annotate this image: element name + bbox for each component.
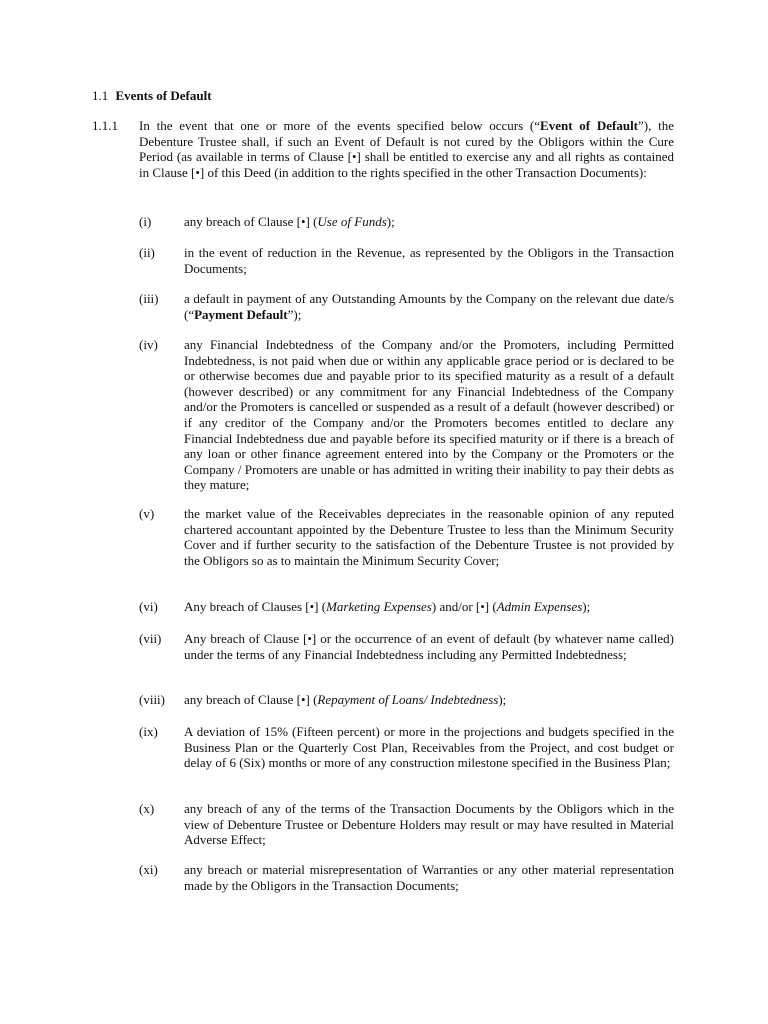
clause-text-before: In the event that one or more of the events specified below occurs (“ xyxy=(139,118,541,133)
item-text xyxy=(184,214,674,230)
item-text-run: any breach of Clause [•] ( xyxy=(184,692,318,707)
clause-number: 1.1.1 xyxy=(92,118,118,133)
item-text-run: Any breach of Clause [•] or the occurrence of an event of default (by whatever name called) under the terms of any Financial Indebtedness including any Permitted Indebtedness; xyxy=(184,631,674,662)
item-text xyxy=(184,631,674,662)
item-marker: (x) xyxy=(139,801,155,816)
item-marker: (iii) xyxy=(139,291,159,306)
emphasis-text: Payment Default xyxy=(194,306,288,322)
emphasis-text: Marketing Expenses xyxy=(326,599,432,614)
item-text xyxy=(184,692,674,708)
item-text-run: ) and/or [•] ( xyxy=(431,599,497,614)
item-marker: (v) xyxy=(139,506,155,521)
item-text-run: ); xyxy=(386,214,395,229)
item-text-run: in the event of reduction in the Revenue, as represented by the Obligors in the Transaction Documents; xyxy=(184,245,674,276)
item-marker: (xi) xyxy=(139,862,158,877)
item-text-run: ”); xyxy=(287,306,302,322)
item-text-run: ); xyxy=(498,692,507,707)
item-marker: (viii) xyxy=(139,692,165,707)
clause-text-after: ”), the Debenture Trustee shall, if such an Event of Default is not cured by the Obligors within the Cure Period (as available in terms of Clause [•] shall be entitled to exercise any and all rights as contained in Clause [•] of this Deed (in addition to the rights specified in the other Transaction Documents): xyxy=(139,118,674,180)
item-text-run: any breach of Clause [•] ( xyxy=(184,214,318,229)
section-number: 1.1 xyxy=(92,88,109,103)
item-text-run: any Financial Indebtedness of the Company and/or the Promoters, including Permitted Indebtedness, is not paid when due or within any applicable grace period or is declared to be or otherwise becomes due and payable prior to its specified maturity as a result of a default (however described) or any commitment for any Financial Indebtedness of the Company and/or the Promoters is cancelled or suspended as a result of a default (however described) or if any creditor of the Company and/or the Promoters becomes entitled to declare any Financial Indebtedness due and payable before its specified maturity or if there is a breach of any loan or other finance agreement entered into by the Company or the Promoters or the Company / Promoters are unable or has admitted in writing their inability to pay their debts as they mature; xyxy=(184,337,674,493)
item-marker: (vii) xyxy=(139,631,162,646)
section-heading xyxy=(92,88,212,104)
item-text-run: a default in payment of any Outstanding Amounts by the Company on the relevant due date/s (“ xyxy=(184,291,674,322)
item-text-run: A deviation of 15% (Fifteen percent) or more in the projections and budgets specified in the Business Plan or the Quarterly Cost Plan, Receivables from the Project, and cost budget or delay of 6 (Six) months or more of any construction milestone specified in the Business Plan; xyxy=(184,724,674,771)
item-text-run: Any breach of Clauses [•] ( xyxy=(184,599,327,614)
item-text-run: the market value of the Receivables depreciates in the reasonable opinion of any reputed chartered accountant appointed by the Debenture Trustee to less than the Minimum Security Cover and if further security to the satisfaction of the Debenture Trustee is not provided by the Obligors so as to maintain the Minimum Security Cover; xyxy=(184,506,674,568)
item-text xyxy=(184,801,674,848)
emphasis-text: Use of Funds xyxy=(317,214,387,229)
item-marker: (vi) xyxy=(139,599,158,614)
item-text-run: any breach of any of the terms of the Transaction Documents by the Obligors which in the view of Debenture Trustee or Debenture Holders may result or may have resulted in Material Adverse Effect; xyxy=(184,801,674,848)
item-marker: (ii) xyxy=(139,245,155,260)
clause-paragraph xyxy=(139,118,674,180)
item-text xyxy=(184,862,674,893)
item-marker: (ix) xyxy=(139,724,158,739)
item-text xyxy=(184,337,674,493)
emphasis-text: Admin Expenses xyxy=(496,599,583,614)
item-text xyxy=(184,291,674,322)
emphasis-text: Repayment of Loans/ Indebtedness xyxy=(317,692,499,707)
item-text-run: ); xyxy=(582,599,591,614)
item-marker: (i) xyxy=(139,214,152,229)
section-title: Events of Default xyxy=(115,88,212,103)
defined-term: Event of Default xyxy=(540,118,639,133)
item-marker: (iv) xyxy=(139,337,158,352)
item-text xyxy=(184,724,674,771)
item-text xyxy=(184,506,674,568)
item-text xyxy=(184,245,674,276)
item-text xyxy=(184,599,674,615)
item-text-run: any breach or material misrepresentation of Warranties or any other material representation made by the Obligors in the Transaction Documents; xyxy=(184,862,674,893)
